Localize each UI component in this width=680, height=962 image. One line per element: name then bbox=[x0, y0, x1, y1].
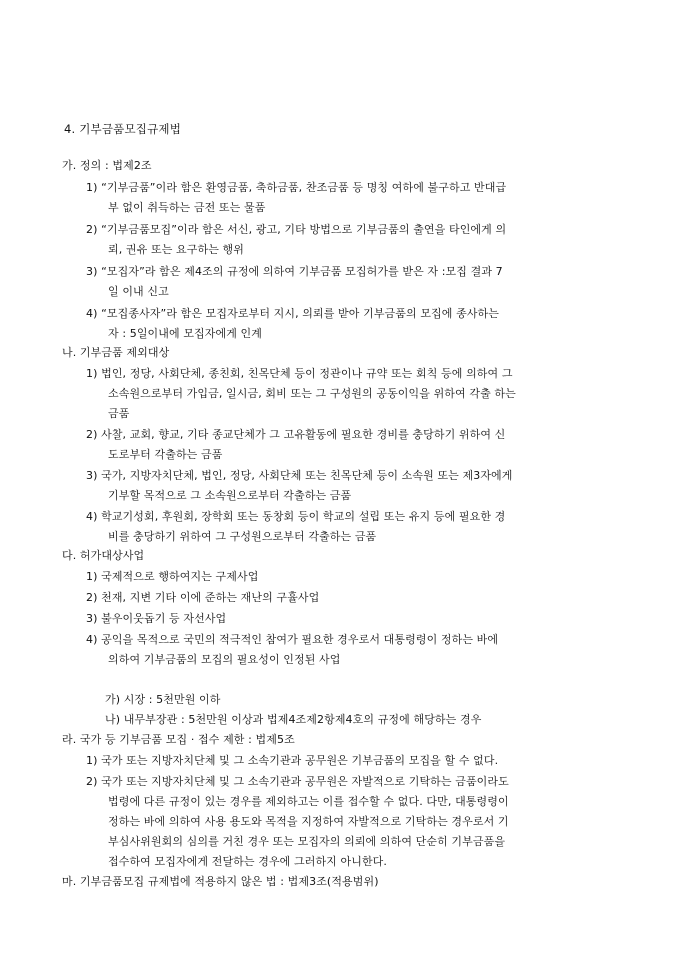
list-item: 4) “모집종사자”라 함은 모집자로부터 지시, 의뢰를 받아 기부금품의 모집에 종사하는 bbox=[86, 307, 500, 320]
list-item-continuation: 일 이내 신고 bbox=[108, 285, 169, 298]
list-item: 3) 불우이웃돕기 등 자선사업 bbox=[86, 612, 227, 625]
list-item: 2) “기부금품모집”이라 함은 서신, 광고, 기타 방법으로 기부금품의 출연을 타인에게 의 bbox=[86, 223, 507, 236]
section-heading-restrictions: 라. 국가 등 기부금품 모집 · 접수 제한 : 법제5조 bbox=[62, 733, 295, 746]
section-heading-exceptions: 마. 기부금품모집 규제법에 적용하지 않은 법 : 법제3조(적용범위) bbox=[62, 875, 379, 888]
list-item-continuation: 부 없이 취득하는 금전 또는 물품 bbox=[108, 201, 266, 214]
list-item: 3) 국가, 지방자치단체, 법인, 정당, 사회단체 또는 친목단체 등이 소속원 또는 제3자에게 bbox=[86, 469, 513, 482]
list-item: 1) “기부금품”이라 함은 환영금품, 축하금품, 찬조금품 등 명칭 여하에 불구하고 반대급 bbox=[86, 181, 507, 194]
sub-item: 가) 시장 : 5천만원 이하 bbox=[105, 693, 221, 706]
list-item: 1) 국가 또는 지방자치단체 및 그 소속기관과 공무원은 기부금품의 모집을 할 수 없다. bbox=[86, 754, 499, 767]
section-heading-definitions: 가. 정의 : 법제2조 bbox=[62, 159, 152, 172]
section-heading-exclusions: 나. 기부금품 제외대상 bbox=[62, 346, 170, 359]
list-item-continuation: 접수하여 모집자에게 전달하는 경우에 그러하지 아니한다. bbox=[108, 855, 388, 868]
list-item-continuation: 소속원으로부터 가입금, 일시금, 회비 또는 그 구성원의 공동이익을 위하여 각출 하는 bbox=[108, 387, 516, 400]
list-item-continuation: 비를 충당하기 위하여 그 구성원으로부터 각출하는 금품 bbox=[108, 530, 377, 543]
sub-item: 나) 내무부장관 : 5천만원 이상과 법제4조제2항제4호의 규정에 해당하는 경우 bbox=[105, 713, 482, 726]
list-item-continuation: 자 : 5일이내에 모집자에게 인계 bbox=[108, 327, 263, 340]
list-item-continuation: 의하여 기부금품의 모집의 필요성이 인정된 사업 bbox=[108, 653, 341, 666]
list-item-continuation: 정하는 바에 의하여 사용 용도와 목적을 지정하여 자발적으로 기탁하는 경우로서 기 bbox=[108, 815, 509, 828]
list-item: 2) 천재, 지변 기타 이에 준하는 재난의 구휼사업 bbox=[86, 591, 320, 604]
list-item: 3) “모집자”라 함은 제4조의 규정에 의하여 기부금품 모집허가를 받은 자 :모집 결과 7 bbox=[86, 265, 503, 278]
list-item-continuation: 기부할 목적으로 그 소속원으로부터 각출하는 금품 bbox=[108, 489, 352, 502]
document-title: 4. 기부금품모집규제법 bbox=[64, 122, 182, 136]
list-item-continuation: 법령에 다른 규정이 있는 경우를 제외하고는 이를 접수할 수 없다. 다만, 대통령령이 bbox=[108, 795, 509, 808]
list-item-continuation: 도로부터 각출하는 금품 bbox=[108, 448, 223, 461]
list-item: 1) 법인, 정당, 사회단체, 종친회, 친목단체 등이 정관이나 규약 또는 회칙 등에 의하여 그 bbox=[86, 367, 513, 380]
list-item-continuation: 금품 bbox=[108, 407, 130, 420]
section-heading-permit-projects: 다. 허가대상사업 bbox=[62, 549, 145, 562]
list-item: 4) 학교기성회, 후원회, 장학회 또는 동창회 등이 학교의 설립 또는 유지 등에 필요한 경 bbox=[86, 510, 506, 523]
list-item: 4) 공익을 목적으로 국민의 적극적인 참여가 필요한 경우로서 대통령령이 정하는 바에 bbox=[86, 633, 499, 646]
list-item: 2) 사찰, 교회, 향교, 기타 종교단체가 그 고유활동에 필요한 경비를 충당하기 위하여 신 bbox=[86, 428, 506, 441]
list-item-continuation: 부심사위원회의 심의를 거친 경우 또는 모집자의 의뢰에 의하여 단순히 기부금품을 bbox=[108, 835, 506, 848]
list-item-continuation: 뢰, 권유 또는 요구하는 행위 bbox=[108, 243, 244, 256]
list-item: 1) 국제적으로 행하여지는 구제사업 bbox=[86, 570, 259, 583]
list-item: 2) 국가 또는 지방자치단체 및 그 소속기관과 공무원은 자발적으로 기탁하는 금품이라도 bbox=[86, 775, 509, 788]
